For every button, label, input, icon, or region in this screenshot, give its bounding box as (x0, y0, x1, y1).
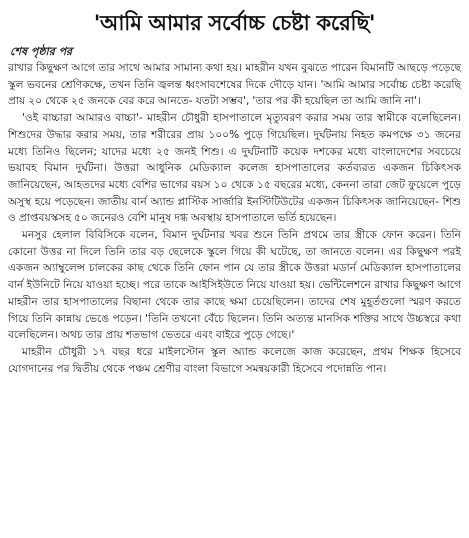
article-paragraph: মনসুর হেলাল বিবিসিকে বলেন, বিমান দুর্ঘটনার খবর শুনে তিনি প্রথমে তার স্ত্রীকে ফোন করেন। তিনি কোনো উত্তর না দিলে তিনি তার বড় ছেলেকে স্কুলে গিয়ে কী ঘটেছে, তা জানতে বলেন। এর কিছুক্ষণ পরই একজন অ্যাম্বুলেন্স চালকের কাছ থেকে তিনি ফোন পান যে তার স্ত্রীকে উত্তরা মডার্ন মেডিক্যাল হাসপাতালের বার্ন ইউনিটে নিয়ে যাওয়া হচ্ছে। পরে তাকে আইসিইউতে নিয়ে যাওয়া হয়। ভেন্টিলেশনে রাখার কিছুক্ষণ আগে মাহরীন তার হাসপাতালের বিছানা থেকে তার কাছে ক্ষমা চেয়েছিলেন। তাদের শেষ মুহূর্তগুলো স্মরণ করতে গিয়ে তিনি কান্নায় ভেঙে পড়েন। 'তিনি তখনো বেঁচে ছিলেন। তিনি অত্যন্ত মানসিক শক্তির সাথে উচ্চস্বরে কথা বলেছিলেন। অথচ তার প্রায় শতভাগ ভেতরে এবং বাইরে পুড়ে গেছে।' (8, 229, 461, 342)
article-paragraph: 'ওই বাচ্চারা আমারও বাচ্চা'- মাহরীন চৌধুরী হাসপাতালে মৃত্যুবরণ করার সময় তার স্বামীকে বলেছিলেন। শিশুদের উদ্ধার করার সময়, তার শরীরের প্রায় ১০০% পুড়ে গিয়েছিল। দুর্ঘটনায় নিহত কমপক্ষে ৩১ জনের মধ্যে তিনিও ছিলেন; যাদের মধ্যে ২৫ জনই শিশু। এ দুর্ঘটনাটি কয়েক দশকের মধ্যে বাংলাদেশের সবচেয়ে ভয়াবহ বিমান দুর্ঘটনা। উত্তরা আধুনিক মেডিক্যাল কলেজ হাসপাতালের কর্তব্যরত একজন চিকিৎসক জানিয়েছেন, আহতদের মধ্যে বেশির ভাগের বয়স ১০ থেকে ১৫ বছরের মধ্যে, কেননা তারা জেট ফুয়েলে পুড়ে অসুস্থ হয়ে পড়েছেন। জাতীয় বার্ন অ্যান্ড প্লাস্টিক সার্জারি ইনস্টিটিউটের একজন চিকিৎসক জানিয়েছেন- শিশু ও প্রাপ্তবয়স্কসহ ৫০ জনেরও বেশি মানুষ দগ্ধ অবস্থায় হাসপাতালে ভর্তি হয়েছেন। (8, 112, 461, 225)
article-paragraph: রাখার কিছুক্ষণ আগে তার সাথে আমার সামান্য কথা হয়। মাহরীন যখন বুঝতে পারেন বিমানটি আছড়ে পড়েছে স্কুল ভবনের শ্রেণিকক্ষে, তখন তিনি জ্বলন্ত ধ্বংসাবশেষের দিকে দৌড়ে যান। 'আমি আমার সর্বোচ্চ চেষ্টা করেছি প্রায় ২০ থেকে ২৫ জনকে বের করে আনতে- যতটা সম্ভব', 'তার পর কী হয়েছিল তা আমি জানি না'। (8, 62, 461, 108)
article-body (0, 60, 469, 377)
article-headline: 'আমি আমার সর্বোচ্চ চেষ্টা করেছি' (93, 11, 376, 35)
continuation-label: শেষ পৃষ্ঠার পর (10, 45, 73, 58)
article-paragraph: মাহরীন চৌধুরী ১৭ বছর ধরে মাইলস্টোন স্কুল অ্যান্ড কলেজে কাজ করেছেন, প্রথম শিক্ষক হিসেবে যোগদানের পর দ্বিতীয় থেকে পঞ্চম শ্রেণীর বাংলা বিভাগে সমন্বয়কারী হিসেবে পদোন্নতি পান। (8, 345, 461, 375)
